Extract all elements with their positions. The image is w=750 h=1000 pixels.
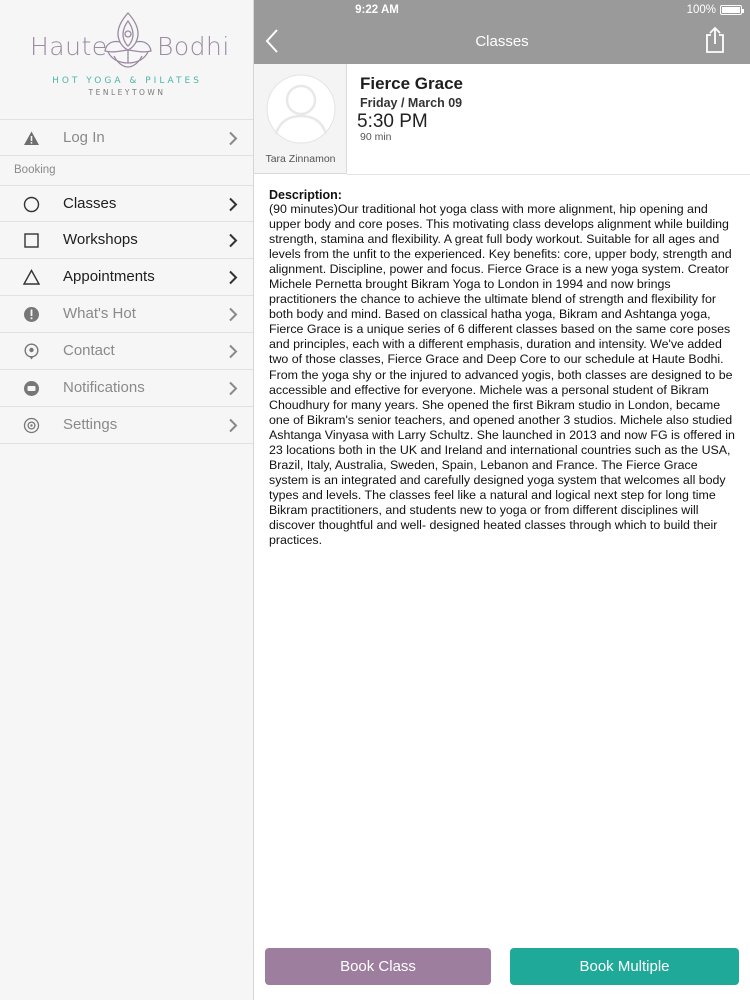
sidebar-item-label: Notifications (63, 379, 145, 396)
divider (347, 174, 750, 175)
status-time: 9:22 AM (355, 4, 399, 16)
sidebar-item-label: Contact (63, 342, 115, 359)
class-time: 5:30 PM (357, 111, 428, 132)
sidebar-item-whats-hot[interactable] (0, 296, 253, 333)
chat-bubble-icon (23, 380, 40, 397)
instructor-card[interactable] (254, 64, 347, 174)
sidebar-item-notifications[interactable] (0, 370, 253, 407)
chevron-right-icon (228, 131, 238, 146)
sidebar-item-label: Settings (63, 416, 118, 433)
brand-logo (0, 0, 254, 118)
chevron-right-icon (228, 270, 238, 285)
brand-tagline: HOT YOGA & PILATES (52, 76, 202, 86)
avatar-placeholder-icon (266, 72, 336, 146)
brand-name-left: Haute (30, 32, 108, 61)
brand-name-right: Bodhi (157, 32, 230, 61)
sidebar-item-classes[interactable] (0, 185, 253, 222)
sidebar-item-login[interactable] (0, 119, 253, 156)
sidebar (0, 0, 254, 1000)
status-battery (687, 4, 742, 16)
section-label-booking: Booking (14, 164, 56, 176)
sidebar-item-settings[interactable] (0, 407, 253, 444)
chevron-right-icon (228, 307, 238, 322)
book-class-button[interactable]: Book Class (265, 948, 491, 985)
sidebar-item-label: Workshops (63, 231, 138, 248)
book-multiple-button[interactable]: Book Multiple (510, 948, 739, 985)
sidebar-item-workshops[interactable] (0, 222, 253, 259)
sidebar-item-label: Log In (63, 129, 105, 146)
chevron-right-icon (228, 233, 238, 248)
class-description (269, 188, 739, 548)
sidebar-item-appointments[interactable] (0, 259, 253, 296)
chevron-right-icon (228, 344, 238, 359)
sidebar-item-label: Classes (63, 195, 117, 212)
square-icon (23, 232, 40, 249)
sidebar-item-label: Appointments (63, 268, 155, 285)
chevron-right-icon (228, 418, 238, 433)
battery-icon (720, 5, 742, 15)
triangle-icon (23, 269, 40, 286)
class-info (357, 74, 464, 143)
location-pin-icon (23, 343, 40, 360)
description-text: (90 minutes)Our traditional hot yoga class with more alignment, hip opening and upper body and core poses. This motivating class develops alignment while building strength, stamina and flexibility. A great full body workout. Suitable for all ages and levels from the unfit to the experienced. Key benefits: core, upper body, strength and alignment. Discipline, power and focus. Fierce Grace is a new yoga system. Creator Michele Pernetta brought Bikram Yoga to London in 1994 and now brings practitioners the chance to achieve the ultimate blend of strength and flexibility for both body and mind. Based on classical hatha yoga, Bikram and Ashtanga yoga, Fierce Grace is a unique series of 6 different classes based on the same core poses and principles, each with a different emphasis, duration and intensity. We've added two of those classes, Fierce Grace and Deep Core to our schedule at Haute Bodhi. From the yoga shy or the injured to advanced yogis, both classes are designed to be accessible and effective for everyone. Michele was a personal student of Bikram Choudhury for many years. She opened the first Bikram studio in London, became one of Bikram's senior teachers, and opened another 3 studios. Michele also studied Ashtanga Vinyasa with Larry Schultz. She launched in 2013 and now FG is offered in 23 locations both in the UK and Ireland and international countries such as the USA, Brazil, Italy, Australia, Sweden, Spain, Lebanon and France. The Fierce Grace system is an integrated and carefully designed yoga system that welcomes all body types and levels. The classes feel like a natural and logical next step for long time Bikram practitioners, and students new to yoga or from different disciplines will discover thoughtful and well- designed heated classes through which to build their practices. (269, 202, 735, 548)
share-icon[interactable] (704, 26, 726, 54)
battery-percent: 100% (686, 4, 716, 16)
exclamation-icon (23, 306, 40, 323)
chevron-right-icon (228, 197, 238, 212)
navigation-bar (254, 0, 750, 64)
chevron-right-icon (228, 381, 238, 396)
sidebar-item-label: What's Hot (63, 305, 136, 322)
instructor-name: Tara Zinnamon (265, 153, 336, 165)
sidebar-item-contact[interactable] (0, 333, 253, 370)
description-label: Description: (269, 188, 342, 202)
warning-icon (23, 130, 40, 147)
nav-title: Classes (475, 33, 529, 50)
brand-location: TENLEYTOWN (88, 88, 166, 97)
gear-icon (23, 417, 40, 434)
class-title: Fierce Grace (360, 74, 464, 93)
class-duration: 90 min (360, 131, 392, 143)
circle-icon (23, 196, 40, 213)
lotus-logo-icon (100, 10, 156, 70)
class-date: Friday / March 09 (360, 96, 463, 110)
